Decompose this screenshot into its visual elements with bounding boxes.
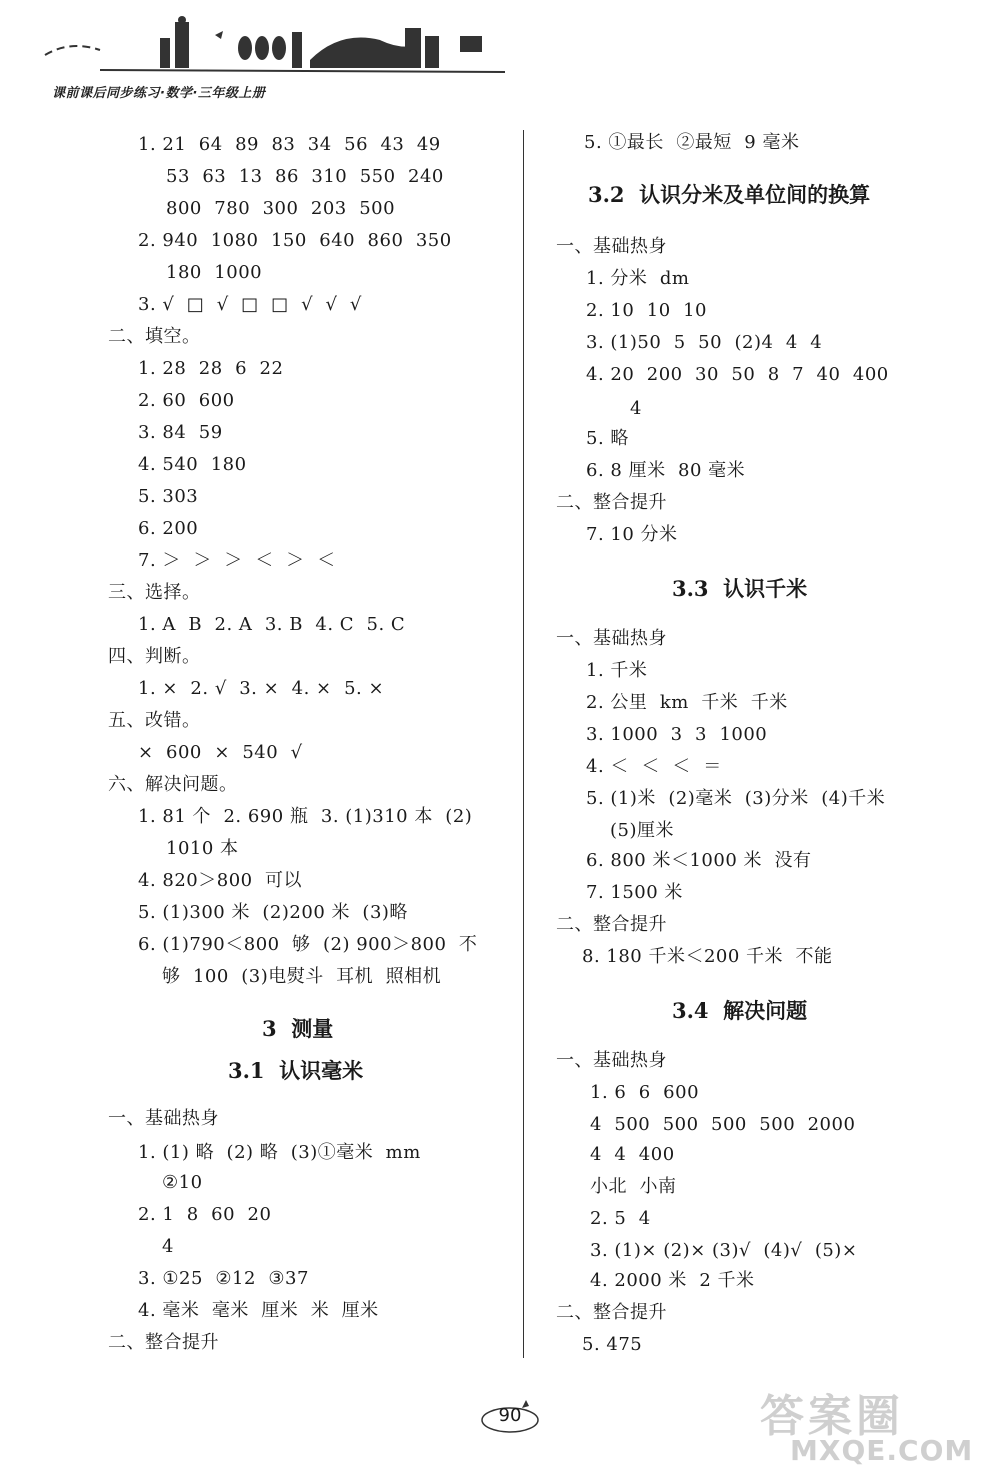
left-answer-line: 二、整合提升 [108, 1332, 219, 1353]
left-answer-line: 800 780 300 203 500 [166, 198, 396, 219]
right-answer-line: 4 4 400 [590, 1144, 675, 1165]
right-answer-line: 2. 10 10 10 [586, 300, 707, 321]
left-answer-line: 4. 540 180 [138, 454, 247, 475]
left-answer-line: 1. (1) 略 (2) 略 (3)①毫米 mm [138, 1142, 421, 1163]
right-answer-line: 4. 20 200 30 50 8 7 40 400 [586, 364, 889, 385]
right-answer-line: 小北 小南 [590, 1176, 677, 1197]
right-section-title: 3.4 解决问题 [672, 998, 808, 1023]
left-answer-line: 2. 60 600 [138, 390, 235, 411]
left-answer-line: 四、判断。 [108, 646, 201, 667]
column-divider [523, 130, 524, 1358]
right-answer-line: 7. 10 分米 [586, 524, 678, 545]
right-answer-line: 1. 千米 [586, 660, 648, 681]
left-answer-line: 2. 1 8 60 20 [138, 1204, 272, 1225]
left-answer-line: 53 63 13 86 310 550 240 [166, 166, 444, 187]
right-answer-line: 6. 800 米＜1000 米 没有 [586, 850, 812, 871]
right-answer-line: 4. 2000 米 2 千米 [590, 1270, 755, 1291]
left-answer-line: 1. 81 个 2. 690 瓶 3. (1)310 本 (2) [138, 806, 473, 827]
right-answer-line: 5. 475 [582, 1334, 643, 1355]
right-answer-line: 二、整合提升 [556, 492, 667, 513]
page-number [480, 1398, 540, 1434]
left-answer-line: 3. 84 59 [138, 422, 223, 443]
right-answer-line: 5. (1)米 (2)毫米 (3)分米 (4)千米 [586, 788, 886, 809]
watermark-sub: MXQE.COM [790, 1434, 974, 1467]
right-section-title: 3.2 认识分米及单位间的换算 [588, 182, 871, 207]
left-section-title: 3 测量 [262, 1016, 334, 1041]
right-answer-line: 3. (1)50 5 50 (2)4 4 4 [586, 332, 823, 353]
left-answer-line: 1. × 2. √ 3. × 4. × 5. × [138, 678, 385, 699]
right-answer-line: 6. 8 厘米 80 毫米 [586, 460, 746, 481]
left-answer-line: × 600 × 540 √ [138, 742, 303, 763]
left-answer-line: 5. (1)300 米 (2)200 米 (3)略 [138, 902, 408, 923]
left-answer-line: 2. 940 1080 150 640 860 350 [138, 230, 452, 251]
left-answer-line: 4. 820＞800 可以 [138, 870, 303, 891]
left-answer-line: 6. 200 [138, 518, 199, 539]
skyline-illustration [40, 10, 510, 82]
left-answer-line: 3. √ □ √ □ □ √ √ √ [138, 294, 362, 315]
page-header [40, 10, 510, 100]
left-answer-line: 4. 毫米 毫米 厘米 米 厘米 [138, 1300, 379, 1321]
right-answer-line: 二、整合提升 [556, 1302, 667, 1323]
left-answer-line: 六、解决问题。 [108, 774, 238, 795]
right-answer-line: 1. 分米 dm [586, 268, 690, 289]
left-answer-line: 6. (1)790＜800 够 (2) 900＞800 不 [138, 934, 478, 955]
watermark [760, 1380, 990, 1470]
right-answer-line: 2. 公里 km 千米 千米 [586, 692, 788, 713]
right-answer-line: 二、整合提升 [556, 914, 667, 935]
page-number-text: 90 [498, 1405, 522, 1426]
right-answer-line: 一、基础热身 [556, 628, 667, 649]
left-answer-line: 3. ①25 ②12 ③37 [138, 1268, 309, 1289]
left-answer-line: 够 100 (3)电熨斗 耳机 照相机 [162, 966, 442, 987]
left-answer-line: ②10 [162, 1172, 203, 1193]
left-answer-line: 5. 303 [138, 486, 199, 507]
left-answer-line: 五、改错。 [108, 710, 201, 731]
right-answer-line: 4. ＜ ＜ ＜ ＝ [586, 756, 722, 777]
right-answer-line: 3. 1000 3 3 1000 [586, 724, 768, 745]
right-answer-line: 5. ①最长 ②最短 9 毫米 [584, 132, 800, 153]
right-answer-line: 4 [630, 398, 642, 419]
left-answer-line: 1. A B 2. A 3. B 4. C 5. C [138, 614, 406, 635]
right-answer-line: 1. 6 6 600 [590, 1082, 700, 1103]
right-answer-line: 2. 5 4 [590, 1208, 651, 1229]
left-answer-line: 4 [162, 1236, 174, 1257]
right-answer-line: 一、基础热身 [556, 236, 667, 257]
left-answer-line: 1010 本 [166, 838, 239, 859]
left-answer-line: 1. 28 28 6 22 [138, 358, 284, 379]
left-answer-line: 1. 21 64 89 83 34 56 43 49 [138, 134, 441, 155]
right-answer-line: 8. 180 千米＜200 千米 不能 [582, 946, 833, 967]
left-answer-line: 一、基础热身 [108, 1108, 219, 1129]
right-answer-line: 一、基础热身 [556, 1050, 667, 1071]
right-answer-line: (5)厘米 [610, 820, 674, 841]
right-answer-line: 5. 略 [586, 428, 629, 449]
left-answer-line: 二、填空。 [108, 326, 201, 347]
left-answer-line: 180 1000 [166, 262, 263, 283]
left-section-title: 3.1 认识毫米 [228, 1058, 364, 1083]
watermark-main: 答案圈 [760, 1391, 904, 1442]
right-answer-line: 7. 1500 米 [586, 882, 683, 903]
header-subtitle: 课前课后同步练习·数学·三年级上册 [52, 86, 266, 101]
right-answer-line: 3. (1)× (2)× (3)√ (4)√ (5)× [590, 1240, 858, 1261]
left-answer-line: 三、选择。 [108, 582, 201, 603]
left-answer-line: 7. ＞ ＞ ＞ ＜ ＞ ＜ [138, 550, 336, 571]
right-section-title: 3.3 认识千米 [672, 576, 808, 601]
right-answer-line: 4 500 500 500 500 2000 [590, 1114, 856, 1135]
